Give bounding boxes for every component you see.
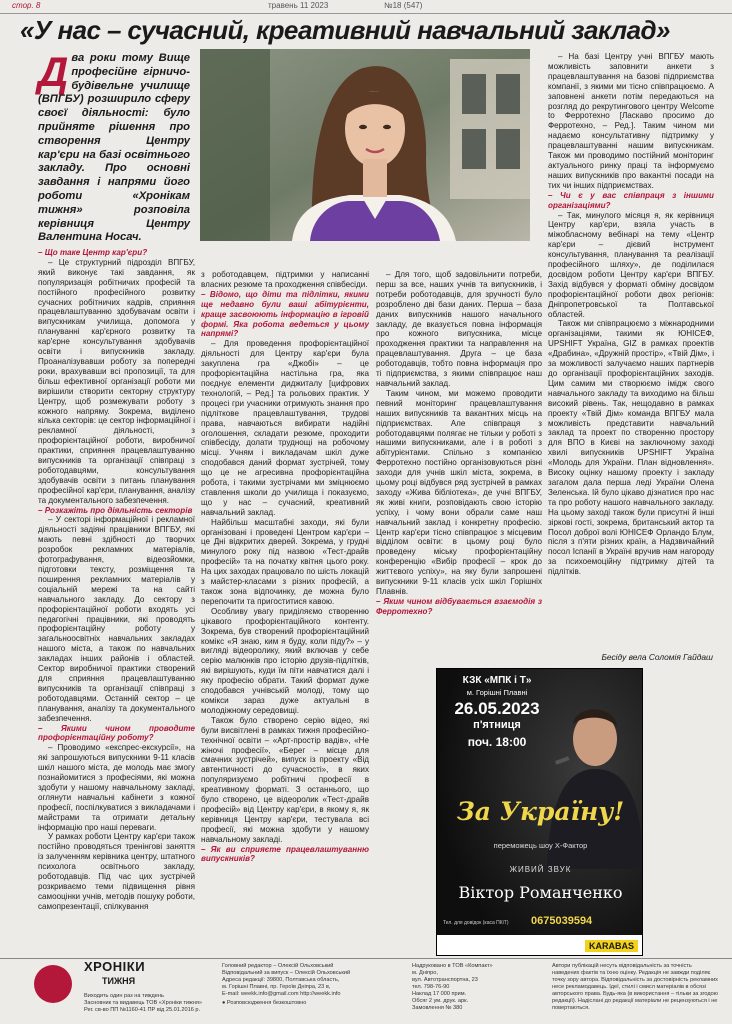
question: – Чи є у вас співпраця з іншими організаціями? (548, 190, 714, 210)
poster-live-sound: ЖИВИЙ ЗВУК (509, 865, 572, 874)
footer-line: м. Горішні Плавні, пр. Героїв Дніпра, 23 в, (222, 984, 331, 990)
footer-line: Рег. св-во ПП №1160-41 ПР від 25.01.2016 р. (84, 1007, 201, 1013)
newspaper-logo-title: ХРОНІКИ (84, 959, 146, 974)
portrait-photo (200, 49, 530, 241)
footer-disclaimer (552, 963, 720, 1012)
footer-line: Засновник та видавець ТОВ «Хроніки тижня» (84, 1000, 202, 1006)
poster-title: За Україну! (456, 797, 625, 826)
paragraph: – У секторі інформаційної і рекламної діяльності задіяні працівники ВПГБУ, які мають певні здібності до творчих розробок рекламних матеріалів, фотографування, відеозйомки, підготовки тексту, розміщення та поширення рекламних матеріалів у соціальній мережі та на сайті навчального закладу. До сектору з профорієнтаційної роботи входять усі педагогічні працівники, які проводять профорієнтаційну роботу у загальноосвітніх навчальних закладах нашого міста, а також по навчальних закладах інших районів і областей. Сектор виробничої практики створений для сприяння працевлаштуванню випускників та організації співпраці з роботодавцями. Останній сектор – це планування, аналізу та документального забезпечення. (38, 515, 195, 723)
issue-number: №18 (547) (384, 1, 423, 10)
poster-city: м. Горішні Плавні (466, 688, 528, 697)
footer-line: Головний редактор – Олексій Ольховський (222, 963, 334, 969)
footer-line: вул. Автотранспортна, 23 (412, 977, 478, 983)
paragraph: – Це структурний підрозділ ВПГБУ, який виконує такі завдання, як популяризація робітничих професій та постійного професійного розвитку сучасних робітничих кадрів, сприяння працевлаштуванню здобувачам освіти і випускникам училища, допомога у плануванні кар'єрного розвитку та кар'єрне консультування здобувачів освіти і випускників закладу. Проаналізувавши роботу за попередні роки, врахувавши всі пропозиції, та для більш ефективної організації роботи ми вирішили створити секторну структуру Центру, щоб розмежувати роботу з кожного напряму. Зокрема, виділено кілька секторів: це сектор інформаційної і рекламної діяльності, з профорієнтаційної роботи, виробничої практики, сприяння працевлаштуванню випускників та організації співпраці з роботодавцями, консультування здобувачів освіти з питань планування професійної кар'єри, планування, аналізу та документального забезпечення. (38, 257, 195, 505)
paragraph: – Для того, щоб задовільнити потреби, перш за все, наших учнів та випускників, і потреби роботодавців, для зручності було розроблено дві бази даних. Перша – база даних випускників нашого начального закладу, де вказується повна інформація про кожного випускника, місце проходження практики та направлення на працевлаштування. Друга – це база роботодавців, тобто повна інформація про ті підприємства, з якими співпрацює наш навчальний заклад. (376, 270, 542, 388)
question: – Якими чином проводите профорієнтаційну роботу? (38, 723, 195, 743)
paragraph: – Проводимо «експрес-екскурсії», на які запрошуються випускники 9-11 класів шкіл нашого міста, де молодь має змогу познайомитися з професіями, які можна здобути у нашому навчальному закладі, оглянути навчальні кабінети з кожної професії, поспілкуватися з викладачами і майстрами та отримати детальну інформацію про наші переваги. (38, 743, 195, 832)
footer-publisher-info (84, 993, 204, 1014)
article-signature: Бесіду вела Соломія Гайдаш (601, 652, 713, 662)
poster-weekday: п'ятниця (473, 719, 521, 731)
paragraph: – Так, минулого місяця я, як керівниця Центру кар'єри, взяла участь в міжобласному вебінарі на тему «Центр кар'єри – дієвий інструмент консультування, планування та реалізації професійного шляху», де поділилася досвідом роботи Центру кар'єри ВПГБУ. Захід відбувся у форматі обміну досвідом профорієнтаційної роботи двох регіонів: Дніпропетровської та Полтавської областей. (548, 210, 714, 319)
question: – Що таке Центр кар'єри? (38, 248, 148, 257)
article-headline: «У нас – сучасний, креативний навчальний заклад» (20, 15, 670, 45)
poster-footer-strip (437, 935, 643, 956)
paragraph: У рамках роботи Центру кар'єри також постійно проводяться тренінгові заняття із залученням керівника центру, штатного психолога освітнього закладу, роботодавців. Під час цих зустрічей розкриваємо теми підвищення рівня самооцінки учнів, методів пошуку роботи, самопрезентації, спілкування (38, 832, 195, 911)
article-lead (38, 48, 190, 245)
newspaper-logo-subtitle: ТИЖНЯ (102, 976, 136, 986)
footer-line: Відповідальний за випуск – Олексій Ольховський (222, 970, 351, 976)
karabas-logo: KARABAS (585, 940, 638, 952)
page-header (0, 0, 732, 14)
poster-artist: Віктор Романченко (458, 883, 623, 902)
poster-date: 26.05.2023 (454, 699, 540, 718)
footer-line: Надруковано в ТОВ «Компакт» (412, 963, 493, 969)
poster-start-time: поч. 18:00 (467, 735, 527, 749)
paragraph: Також ми співпрацюємо з міжнародними організаціями, такими як ЮНІСЕФ, UPSHIFT Україна, GIZ в рамках проектів «Драбина», «Дружній простір», «Твій Дім», і за можливості залучаємо наших партнерів до організації профорієнтаційних заходів. Цим самим ми створюємо імідж свого навчального закладу та виходимо на більш високий рівень. Так, нещодавно в рамках проекту «Твій Дім» команда ВПГБУ мала можливість представити навчальний заклад та проект по створенню простору для ВПО в Києві на заключному заході хвилі випускників UPSHIFT Україна «Молодь для України. План відновлення». Високу оцінку нашому проекту і закладу загалом дала перша леді України Олена Зеленська. Ій було цікаво дізнатися про нас та про роботу нашого навчального закладу. На цьому заході також були присутні й інші зіркові гості, зокрема, британський актор та Посол доброї волі ЮНІСЕФ Орландо Блум, після з п'яти різних країн, а Надзвичайний посол Іспанії в Україні вручив нам нагороду за психоемоційну підтримку дітей та підлітків. (548, 319, 714, 577)
article-column-1 (38, 248, 195, 993)
footer-line: Адреса редакції: 39800, Полтавська область, (222, 977, 340, 983)
article-column-4 (548, 52, 714, 664)
concert-poster (436, 668, 643, 956)
poster-show: переможець шоу Х-Фактор (493, 841, 588, 850)
footer-line: Обсяг 2 ум. друк. арк. (412, 998, 469, 1004)
paragraph: Найбільш масштабні заходи, які були організовані і проведені Центром кар'єри – це Дні відкритих дверей. Зокрема, у грудні минулого року під назвою «Тест-драйв професій» та на початку квітня цього року. На цих заходах працювало по шість локацій з майстер-класами з різних професій, а також зона відпочинку, де можна було перепочити та пригоститися кавою. (201, 517, 369, 606)
issue-date: травень 11 2023 (268, 1, 329, 10)
question: – Як ви сприяєте працевлаштуванню випускників? (201, 844, 369, 864)
article-column-3 (376, 270, 542, 646)
paragraph: – Для проведення профорієнтаційної діяльності для Центру кар'єри була закуплена гра «Джобі» – це профорієнтаційна настільна гра, яка поєднує елементи диджиталу [цифрових технологій, – Ред.] та рольових практик. У процесі гри учасники отримують знання про підліткове працевлаштування, трудові права, навчаються вибирати надійні оголошення, складати резюме, проходити співбесіду, долати труднощі на робочому місці. Учням і викладачам шкіл дуже сподобався даний формат зустрічей, тому що це не агресивна профорієнтаційна робота, і такими зустрічами ми зміцнюємо ставлення школи до училища і показуємо, що у нас – сучасний, креативний навчальний заклад. (201, 339, 369, 517)
footer-line: м. Дніпро, (412, 970, 438, 976)
page-number: стор. 8 (12, 1, 41, 10)
drop-cap: Д (38, 48, 69, 95)
footer-line: Наклад 17 000 прим. (412, 991, 467, 997)
paragraph: Також було створено серію відео, які були висвітлені в рамках тижня професійно-технічної освіти – «Арт-простір вадів», «Не жіночі професії», «Берег – місце для смачних зустрічей», випуск із проекту «Від автентичності до сучасності», в яких популяризуємо робітничі професії в креативному форматі. З останнього, що було створено, це відеоролик «Тест-драйв професій» від Центру кар'єри, в якому я, як керівниця Центру кар'єри, тестувала всі професії, які можна здобути у нашому навчальному закладі. (201, 715, 369, 844)
footer-line: тел. 798-76-90 (412, 984, 450, 990)
footer-editorial-info (222, 963, 392, 1007)
footer-print-info (412, 963, 542, 1012)
question: – Розкажіть про діяльність секторів (38, 505, 193, 515)
paragraph: Таким чином, ми можемо проводити певний моніторинг працевлаштування наших випускників та вакантних місць на підприємствах. Але співпраця з роботодавцями полягає не тільки у роботі з нашими випускниками, але і в роботі з абітурієнтами. Спільно з компанією Ферротехно постійно організовуються різні заходи для учнів шкіл міста, зокрема, в цьому році відбувся ряд зустрічей в рамках заходу «Жива бібліотека», де учні ВПГБУ, як живі книги, розповідають свою історію успіху, і чому вони обрали саме наш навчальний заклад і конкретну професію. Центр кар'єри тісно співпрацює з місцевим відділом освіти: в цьому році було проведену міську профорієнтаційну конференцію «Вибір професії – крок до життєвого успіху», на яку були запрошені випускники 9-11 класів усіх шкіл Горішніх Плавнів. (376, 388, 542, 596)
question: – Відомо, що діти та підлітки, якими ще недавно були ваші абітурієнти, краще засвоюють інформацію в ігровій формі. Яка робота ведеться у цьому напрямі? (201, 289, 369, 339)
portrait-illustration (200, 49, 530, 241)
paragraph: Особливу увагу приділяємо створенню цікавого профорієнтаційного контенту. Зокрема, був створений профорієнтаційний комікс «Я знаю, ким я буду, коли піду?» – у вигляді відеоролику, який включав у себе серію малюнків про історію друзів-підлітків, які вирішують, куди їм піти навчатися далі і яку професію обрати. Такий формат дуже сподобався учнівській молоді, тому що комікси зараз дуже актуальні в молодіжному середовищі. (201, 606, 369, 715)
paragraph: з роботодавцем, підтримки у написанні власних резюме та проходження співбесіди. (201, 270, 369, 289)
newspaper-logo-icon (34, 965, 72, 1003)
question: – Яким чином відбувається взаємодія з Ферротехно? (376, 596, 542, 616)
paragraph: – На базі Центру учні ВПГБУ мають можливість заповнити анкети з працевлаштування на базові підприємства компанії, з якими ми тісно співпрацюємо. А заповнені анкети потім передаються на розгляд до рекрутингового центру Welcome to Ферротехно [Ласкаво просимо до Ферротехно, – Ред.]. Таким чином ми надаємо консультативну підтримку у працевлаштуванні нашим випускникам. Також ми проводимо постійний моніторинг актуального ринку праці та інформуємо наших випускників про вакантні посади на тих чи інших підприємствах. (548, 52, 714, 190)
footer-line: Виходить один раз на тиждень (84, 993, 164, 999)
footer-line: Замовлення № 380 (412, 1005, 463, 1011)
footer-line: ● Розповсюдження безкоштовно (222, 1000, 307, 1006)
article-column-2 (201, 270, 369, 956)
poster-phone: 0675039594 (531, 915, 593, 927)
poster-phone-label: Тел. для довідок (каса ПКіТ) (443, 920, 509, 926)
page-footer (0, 958, 732, 1024)
poster-venue: КЗК «МПК і Т» (462, 675, 532, 686)
lead-text: ва роки тому Вище професійне гірничо-будівельне училище (ВПГБУ) розширило сферу своєї діяльності: було прийняте рішення про створення Центру кар'єри на базі освітнього закладу. Про основні завдання і напрями його роботи «Хронікам тижня» розповіла керівниця Центру Валентина Носач. (38, 52, 190, 244)
footer-line: E-mail: weekk.info@gmail.com http://weekk.info (222, 991, 341, 997)
footer-line: Автори публікацій несуть відповідальність за точність наведених фактів та їхню оцінку. Редакція не завжди поділяє точку зору автора. Відповідальність за достовірність рекламних несе рекламодавець. Ідеї, стилі і смисл матеріалів в обсязі авторського права. Будь-яка (в використання – тільки за згодою редакції). Надіслані до редакції матеріали не рецензуються і не повертаються. (552, 963, 718, 1011)
